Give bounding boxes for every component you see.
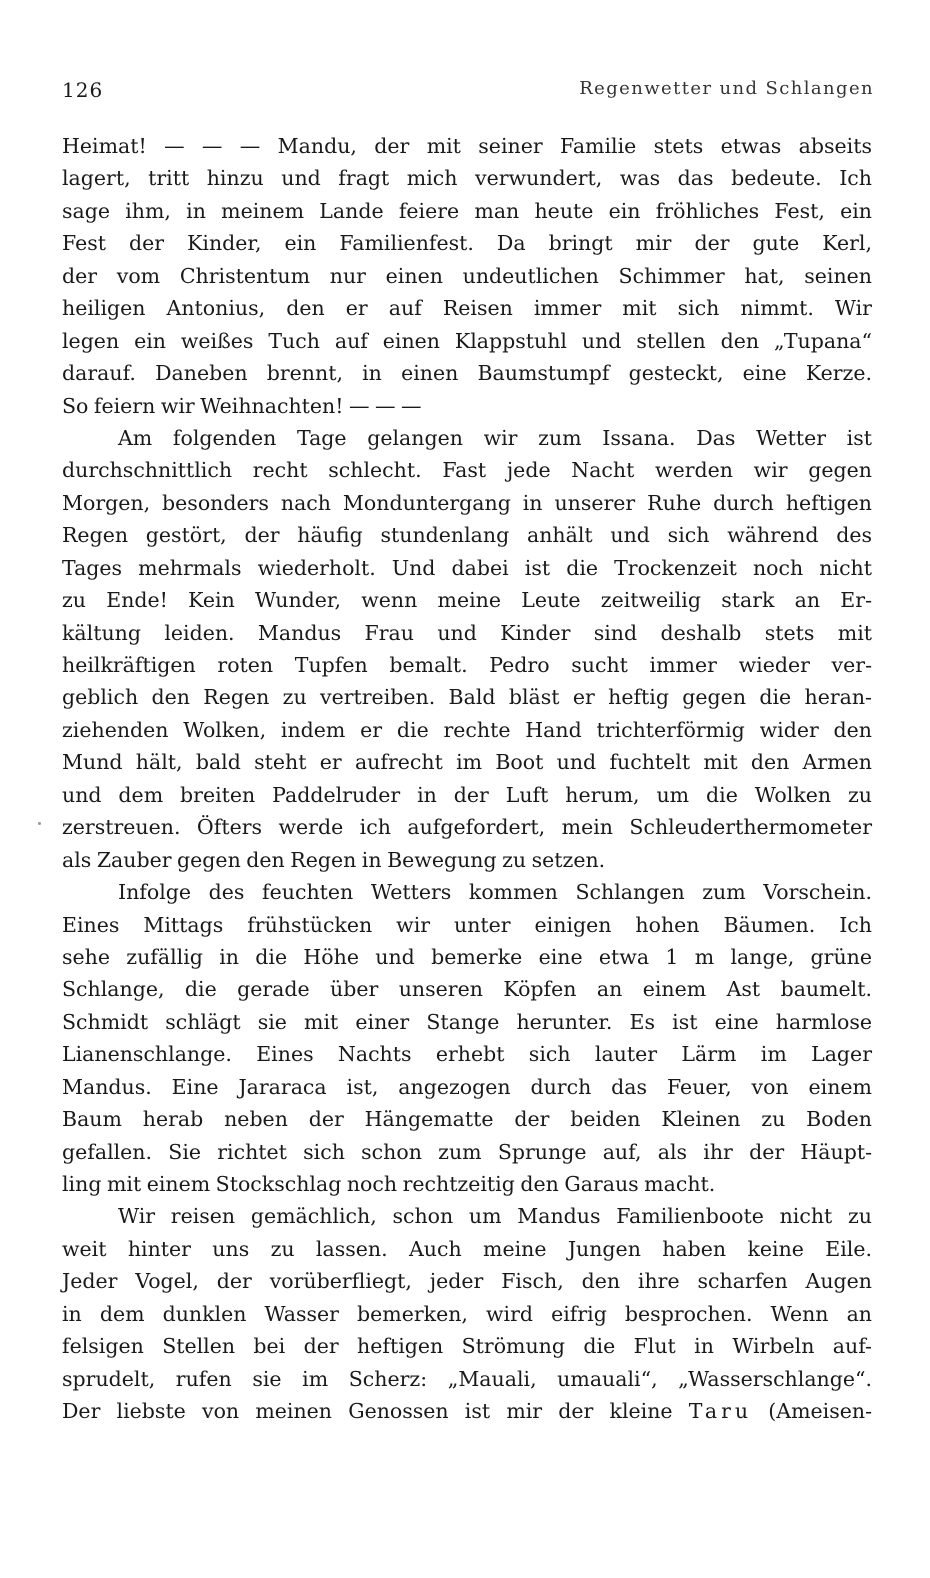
paragraph-end-line: ling mit einem Stockschlag noch rechtzeitig den Garaus macht.	[62, 1172, 716, 1196]
text-line: gefallen. Sie richtet sich schon zum Sprunge auf, als ihr der Häupt-	[62, 1139, 872, 1164]
text-line: Mund hält, bald steht er aufrecht im Boot und fuchtelt mit den Armen	[62, 750, 872, 775]
final-text-line	[62, 1395, 872, 1427]
text-line: kältung leiden. Mandus Frau und Kinder sind deshalb stets mit	[62, 620, 872, 645]
text-line: heilkräftigen roten Tupfen bemalt. Pedro sucht immer wieder ver-	[62, 653, 872, 677]
paragraph-end-line: als Zauber gegen den Regen in Bewegung zu setzen.	[62, 847, 606, 872]
text-line: Lianenschlange. Eines Nachts erhebt sich lauter Lärm im Lager	[62, 1042, 872, 1067]
text-line: zu Ende! Kein Wunder, wenn meine Leute zeitweilig stark an Er-	[62, 588, 872, 613]
text-line: lagert, tritt hinzu und fragt mich verwundert, was das bedeute. Ich	[62, 166, 872, 191]
text-line: geblich den Regen zu vertreiben. Bald bläst er heftig gegen die heran-	[62, 685, 872, 710]
margin-speck	[38, 822, 41, 825]
paragraph-start-line: Am folgenden Tage gelangen wir zum Issana. Das Wetter ist	[118, 425, 872, 450]
body-text	[62, 130, 872, 1428]
text-line: weit hinter uns zu lassen. Auch meine Jungen haben keine Eile.	[62, 1236, 872, 1261]
text-line: Schmidt schlägt sie mit einer Stange herunter. Es ist eine harmlose	[62, 1009, 872, 1034]
line-fragment: Der liebste von meinen Genossen ist mir der kleine	[62, 1399, 673, 1424]
text-line: Heimat! — — — Mandu, der mit seiner Familie stets etwas abseits	[62, 134, 872, 158]
text-line: Baum herab neben der Hängematte der beiden Kleinen zu Boden	[62, 1107, 872, 1132]
paragraph-start-line: Wir reisen gemächlich, schon um Mandus Familienboote nicht zu	[118, 1204, 872, 1229]
text-line: Fest der Kinder, ein Familienfest. Da bringt mir der gute Kerl,	[62, 231, 872, 256]
text-line: sprudelt, rufen sie im Scherz: „Mauali, umauali“, „Wasserschlange“.	[62, 1366, 872, 1391]
text-line: und dem breiten Paddelruder in der Luft herum, um die Wolken zu	[62, 782, 872, 807]
line-fragment: (Ameisen-	[768, 1399, 872, 1424]
text-line: Morgen, besonders nach Monduntergang in unserer Ruhe durch heftigen	[62, 490, 872, 515]
text-line: durchschnittlich recht schlecht. Fast jede Nacht werden wir gegen	[62, 458, 872, 483]
text-line: Eines Mittags frühstücken wir unter einigen hohen Bäumen. Ich	[62, 912, 872, 937]
text-line: legen ein weißes Tuch auf einen Klappstuhl und stellen den „Tupana“	[62, 328, 872, 353]
text-line: ziehenden Wolken, indem er die rechte Hand trichterförmig wider den	[62, 717, 872, 742]
text-line: Mandus. Eine Jararaca ist, angezogen durch das Feuer, von einem	[62, 1074, 872, 1099]
running-head: Regenwetter und Schlangen	[579, 78, 874, 99]
emphasized-name: Taru	[688, 1399, 753, 1424]
paragraph-end-line: So feiern wir Weihnachten! — — —	[62, 393, 422, 418]
page-number: 126	[62, 78, 104, 102]
text-line: felsigen Stellen bei der heftigen Strömung die Flut in Wirbeln auf-	[62, 1334, 872, 1359]
text-line: Regen gestört, der häufig stundenlang anhält und sich während des	[62, 523, 872, 548]
text-line: heiligen Antonius, den er auf Reisen immer mit sich nimmt. Wir	[62, 296, 872, 321]
text-line: Jeder Vogel, der vorüberfliegt, jeder Fisch, den ihre scharfen Augen	[62, 1269, 872, 1294]
text-line: der vom Christentum nur einen undeutlichen Schimmer hat, seinen	[62, 263, 872, 288]
text-line: Tages mehrmals wiederholt. Und dabei ist die Trockenzeit noch nicht	[62, 555, 872, 580]
text-line: darauf. Daneben brennt, in einen Baumstumpf gesteckt, eine Kerze.	[62, 361, 872, 386]
text-line: Schlange, die gerade über unseren Köpfen an einem Ast baumelt.	[62, 977, 872, 1002]
paragraph-start-line: Infolge des feuchten Wetters kommen Schlangen zum Vorschein.	[118, 880, 872, 905]
text-line: in dem dunklen Wasser bemerken, wird eifrig besprochen. Wenn an	[62, 1301, 872, 1326]
text-line: zerstreuen. Öfters werde ich aufgefordert, mein Schleuderthermometer	[62, 815, 872, 840]
text-line: sehe zufällig in die Höhe und bemerke eine etwa 1 m lange, grüne	[62, 944, 872, 969]
page-header	[62, 78, 874, 104]
text-line: sage ihm, in meinem Lande feiere man heute ein fröhliches Fest, ein	[62, 198, 872, 223]
